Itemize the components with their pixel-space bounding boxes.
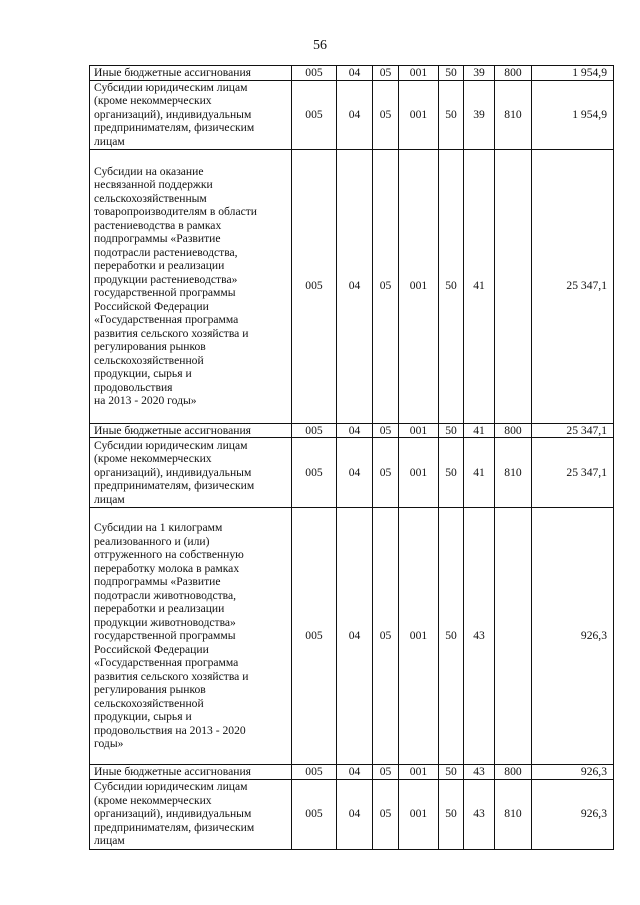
amount: 25 347,1: [566, 465, 607, 479]
item-name: Субсидии юридическим лицам (кроме некоммерческих организаций), индивидуальным предпринимателям, физическим лицам: [94, 438, 255, 506]
subprogram-code-cell: [439, 438, 464, 508]
ministry-code: 005: [305, 423, 323, 437]
item-name: Субсидии юридическим лицам (кроме некоммерческих организаций), индивидуальным предпринимателям, физическим лицам: [94, 80, 255, 148]
subsection-code-cell: [373, 423, 399, 438]
table-row: [90, 423, 614, 438]
expense-type-code: 800: [504, 66, 522, 79]
subprogram-code-cell: [439, 149, 464, 423]
amount: 1 954,9: [572, 66, 607, 79]
program-code: 001: [409, 807, 428, 821]
item-name-cell: [90, 423, 292, 438]
item-name: Субсидии юридическим лицам (кроме некоммерческих организаций), индивидуальным предпринимателям, физическим лицам: [94, 780, 255, 848]
ministry-code: 005: [305, 107, 323, 121]
direction-code-cell: [464, 508, 495, 765]
subprogram-code-cell: [439, 508, 464, 765]
direction-code-cell: [464, 765, 495, 780]
ministry-code-cell: [292, 149, 337, 423]
ministry-code: 005: [305, 629, 323, 643]
subprogram-code-cell: [439, 66, 464, 81]
direction-code: 41: [473, 279, 485, 293]
ministry-code-cell: [292, 66, 337, 81]
direction-code: 39: [473, 66, 485, 79]
program-code-cell: [399, 438, 439, 508]
amount: 1 954,9: [572, 107, 607, 121]
direction-code: 43: [473, 765, 485, 778]
subsection-code-cell: [373, 66, 399, 81]
page-number: 56: [313, 38, 327, 53]
item-name: Субсидии на 1 килограмм реализованного и (или) отгруженного на собственную переработку молока в рамках подпрограммы «Развитие подотрасли животноводства, переработки и реализации продукции животноводства» государственной программы Российской Федерации «Государственная программа развития сельского хозяйства и регулирования рынков сельскохозяйственной продукции, сырья и продовольствия на 2013 - 2020 годы»: [94, 521, 249, 751]
expense-type-code-cell: [495, 80, 532, 149]
section-code: 04: [348, 279, 361, 293]
item-name-cell: [90, 765, 292, 780]
item-name-cell: [90, 508, 292, 765]
direction-code: 43: [473, 807, 485, 821]
table-row: [90, 438, 614, 508]
direction-code-cell: [464, 779, 495, 849]
budget-table: [89, 65, 614, 850]
item-name-cell: [90, 80, 292, 149]
section-code: 04: [348, 465, 361, 479]
subprogram-code: 50: [445, 807, 457, 821]
table-row: [90, 779, 614, 849]
ministry-code-cell: [292, 508, 337, 765]
program-code-cell: [399, 779, 439, 849]
subsection-code: 05: [379, 807, 392, 821]
program-code-cell: [399, 508, 439, 765]
section-code-cell: [337, 66, 373, 81]
subsection-code: 05: [379, 629, 392, 643]
ministry-code: 005: [305, 807, 323, 821]
expense-type-code: 810: [504, 107, 522, 121]
direction-code-cell: [464, 66, 495, 81]
amount: 926,3: [580, 807, 607, 821]
ministry-code: 005: [305, 279, 323, 293]
subprogram-code: 50: [445, 66, 457, 79]
direction-code-cell: [464, 80, 495, 149]
expense-type-code: 810: [504, 807, 522, 821]
expense-type-code-cell: [495, 438, 532, 508]
section-code-cell: [337, 438, 373, 508]
item-name: Субсидии на оказание несвязанной поддержки сельскохозяйственным товаропроизводителям в области растениеводства в рамках подпрограммы «Развитие подотрасли растениеводства, переработки и реализации продукции растениеводства» государственной программы Российской Федерации «Государственная программа развития сельского хозяйства и регулирования рынков сельскохозяйственной продукции, сырья и продовольствия на 2013 - 2020 годы»: [94, 164, 258, 407]
amount-cell: [532, 66, 614, 81]
amount-cell: [532, 508, 614, 765]
subsection-code: 05: [379, 279, 392, 293]
amount: 25 347,1: [566, 423, 607, 437]
subprogram-code: 50: [445, 279, 457, 293]
program-code: 001: [409, 66, 428, 79]
subsection-code-cell: [373, 80, 399, 149]
program-code: 001: [409, 465, 428, 479]
subprogram-code: 50: [445, 629, 457, 643]
direction-code: 43: [473, 629, 485, 643]
subsection-code-cell: [373, 438, 399, 508]
amount-cell: [532, 80, 614, 149]
subsection-code: 05: [379, 66, 392, 79]
direction-code-cell: [464, 423, 495, 438]
subprogram-code-cell: [439, 779, 464, 849]
expense-type-code-cell: [495, 66, 532, 81]
item-name: Иные бюджетные ассигнования: [94, 423, 251, 437]
ministry-code-cell: [292, 438, 337, 508]
program-code: 001: [409, 629, 428, 643]
section-code: 04: [348, 66, 361, 79]
program-code-cell: [399, 149, 439, 423]
expense-type-code-cell: [495, 423, 532, 438]
section-code-cell: [337, 80, 373, 149]
subsection-code: 05: [379, 465, 392, 479]
direction-code-cell: [464, 149, 495, 423]
subsection-code: 05: [379, 765, 392, 778]
ministry-code-cell: [292, 765, 337, 780]
item-name: Иные бюджетные ассигнования: [94, 765, 251, 778]
subprogram-code: 50: [445, 465, 457, 479]
table-row: [90, 149, 614, 423]
program-code: 001: [409, 765, 428, 778]
table-row: [90, 66, 614, 81]
item-name-cell: [90, 66, 292, 81]
section-code: 04: [348, 629, 361, 643]
program-code-cell: [399, 66, 439, 81]
program-code: 001: [409, 107, 428, 121]
table-body: [90, 66, 614, 850]
program-code-cell: [399, 765, 439, 780]
expense-type-code-cell: [495, 779, 532, 849]
section-code-cell: [337, 765, 373, 780]
table-row: [90, 508, 614, 765]
amount-cell: [532, 438, 614, 508]
subsection-code: 05: [379, 107, 392, 121]
amount: 926,3: [580, 765, 607, 778]
program-code-cell: [399, 80, 439, 149]
item-name-cell: [90, 149, 292, 423]
amount: 25 347,1: [566, 279, 607, 293]
section-code: 04: [348, 807, 361, 821]
section-code: 04: [348, 765, 361, 778]
section-code-cell: [337, 508, 373, 765]
subsection-code-cell: [373, 149, 399, 423]
subsection-code-cell: [373, 508, 399, 765]
subsection-code-cell: [373, 779, 399, 849]
subprogram-code: 50: [445, 107, 457, 121]
subprogram-code: 50: [445, 423, 457, 437]
amount-cell: [532, 779, 614, 849]
table-row: [90, 80, 614, 149]
direction-code: 41: [473, 423, 485, 437]
section-code-cell: [337, 423, 373, 438]
expense-type-code: 810: [504, 465, 522, 479]
program-code: 001: [409, 279, 428, 293]
amount-cell: [532, 149, 614, 423]
section-code: 04: [348, 107, 361, 121]
direction-code: 41: [473, 465, 485, 479]
section-code-cell: [337, 149, 373, 423]
direction-code: 39: [473, 107, 485, 121]
ministry-code: 005: [305, 765, 323, 778]
amount-cell: [532, 765, 614, 780]
ministry-code-cell: [292, 80, 337, 149]
subprogram-code-cell: [439, 423, 464, 438]
item-name-cell: [90, 438, 292, 508]
section-code-cell: [337, 779, 373, 849]
amount: 926,3: [580, 629, 607, 643]
program-code-cell: [399, 423, 439, 438]
subprogram-code-cell: [439, 80, 464, 149]
subprogram-code: 50: [445, 765, 457, 778]
direction-code-cell: [464, 438, 495, 508]
program-code: 001: [409, 423, 428, 437]
table-row: [90, 765, 614, 780]
subsection-code-cell: [373, 765, 399, 780]
subprogram-code-cell: [439, 765, 464, 780]
expense-type-code-cell: [495, 765, 532, 780]
ministry-code: 005: [305, 66, 323, 79]
expense-type-code-cell: [495, 149, 532, 423]
ministry-code-cell: [292, 423, 337, 438]
amount-cell: [532, 423, 614, 438]
expense-type-code: 800: [504, 423, 522, 437]
expense-type-code: 800: [504, 765, 522, 778]
subsection-code: 05: [379, 423, 392, 437]
ministry-code-cell: [292, 779, 337, 849]
ministry-code: 005: [305, 465, 323, 479]
item-name-cell: [90, 779, 292, 849]
expense-type-code-cell: [495, 508, 532, 765]
section-code: 04: [348, 423, 361, 437]
item-name: Иные бюджетные ассигнования: [94, 66, 251, 79]
